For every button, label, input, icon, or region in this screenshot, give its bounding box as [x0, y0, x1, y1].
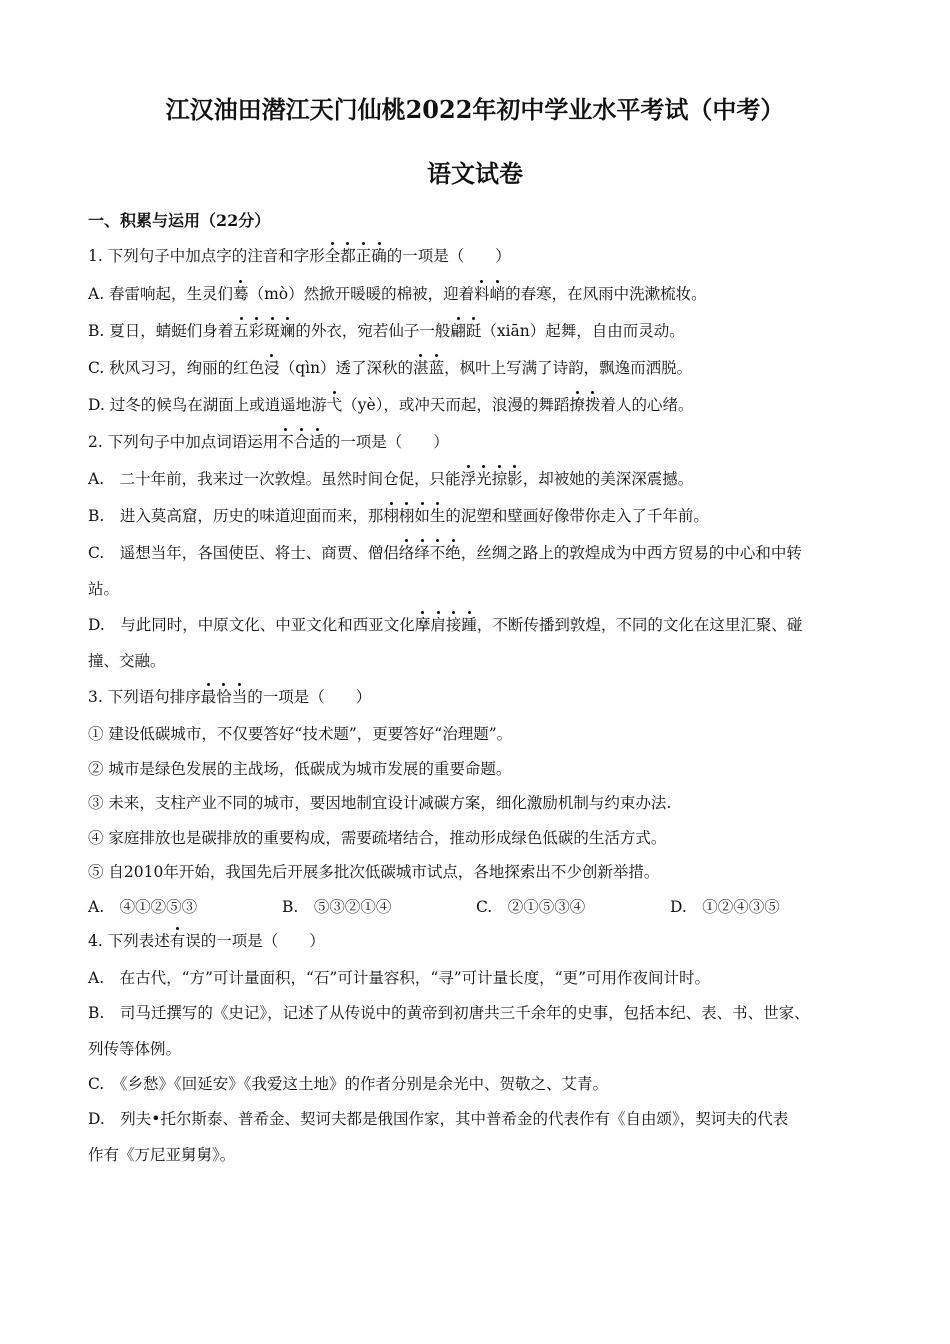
question-4-option-b: B. 司马迁撰写的《史记》，记述了从传说中的黄帝到初唐共三千余年的史事，包括本纪、表、书、世家、	[88, 1004, 810, 1022]
question-4-option-d-cont: 作有《万尼亚舅舅》。	[88, 1146, 236, 1164]
question-2-option-a: A. 二十年前，我来过一次敦煌。虽然时间仓促，只能浮光掠影，却被她的美深深震撼。	[88, 470, 694, 488]
option-a[interactable]: A. ④①②⑤③	[88, 898, 198, 916]
question-1-option-d: D. 过冬的候鸟在湖面上或逍遥地游弋（yè），或冲天而起，浪漫的舞蹈撩拨着人的心绪。	[88, 396, 694, 414]
question-4-stem: 4. 下列表述有误的一项是（ ）	[88, 932, 325, 950]
page-subtitle: 语文试卷	[427, 159, 523, 188]
question-1-option-b: B. 夏日，蜻蜓们身着五彩斑斓的外衣，宛若仙子一般翩跹（xiān）起舞，自由而灵动。	[88, 322, 685, 340]
question-1-option-c: C. 秋风习习，绚丽的红色浸（qìn）透了深秋的湛蓝，枫叶上写满了诗韵，飘逸而洒脱。	[88, 359, 693, 377]
question-4-option-d: D. 列夫•托尔斯泰、普希金、契诃夫都是俄国作家，其中普希金的代表作有《自由颂》，契诃夫的代表	[88, 1110, 789, 1128]
option-b[interactable]: B. ⑤③②①④	[282, 898, 392, 916]
question-3-stem: 3. 下列语句排序最恰当的一项是（ ）	[88, 688, 372, 706]
question-1-stem: 1. 下列句子中加点字的注音和字形全都正确的一项是（ ）	[88, 247, 511, 265]
question-2-stem: 2. 下列句子中加点词语运用不合适的一项是（ ）	[88, 433, 449, 451]
question-2-option-c-cont: 站。	[88, 580, 120, 598]
question-3-item: ② 城市是绿色发展的主战场，低碳成为城市发展的重要命题。	[88, 760, 512, 778]
question-2-option-d: D. 与此同时，中原文化、中亚文化和西亚文化摩肩接踵，不断传播到敦煌，不同的文化在这里汇聚、碰	[88, 616, 803, 634]
page-title: 江汉油田潜江天门仙桃2022年初中学业水平考试（中考）	[165, 95, 785, 124]
question-2-option-b: B. 进入莫高窟，历史的味道迎面而来，那栩栩如生的泥塑和壁画好像带你走入了千年前。	[88, 507, 709, 525]
question-4-option-a: A. 在古代，“方”可计量面积，“石”可计量容积，“寻”可计量长度，“更”可用作夜间计时。	[88, 969, 711, 987]
question-4-option-c: C. 《乡愁》《回延安》《我爱这土地》的作者分别是余光中、贺敬之、艾青。	[88, 1075, 608, 1093]
question-4-option-b-cont: 列传等体例。	[88, 1040, 182, 1058]
question-3-item: ③ 未来，支柱产业不同的城市，要因地制宜设计减碳方案，细化激励机制与约束办法.	[88, 794, 672, 812]
option-c[interactable]: C. ②①⑤③④	[476, 898, 586, 916]
section-heading: 一、积累与运用（22分）	[88, 211, 271, 230]
question-3-item: ⑤ 自2010年开始，我国先后开展多批次低碳城市试点，各地探索出不少创新举措。	[88, 863, 660, 881]
question-2-option-c: C. 遥想当年，各国使臣、将士、商贾、僧侣络绎不绝，丝绸之路上的敦煌成为中西方贸易的中心和中转	[88, 544, 802, 562]
question-1-option-a: A. 春雷响起，生灵们蓦（mò）然掀开暖暖的棉被，迎着料峭的春寒，在风雨中洗漱梳妆。	[88, 285, 707, 303]
question-2-option-d-cont: 撞、交融。	[88, 652, 166, 670]
option-d[interactable]: D. ①②④③⑤	[670, 898, 780, 916]
question-3-item: ① 建设低碳城市，不仅要答好“技术题”，更要答好“治理题”。	[88, 725, 513, 743]
question-3-item: ④ 家庭排放也是碳排放的重要构成，需要疏堵结合，推动形成绿色低碳的生活方式。	[88, 829, 667, 847]
